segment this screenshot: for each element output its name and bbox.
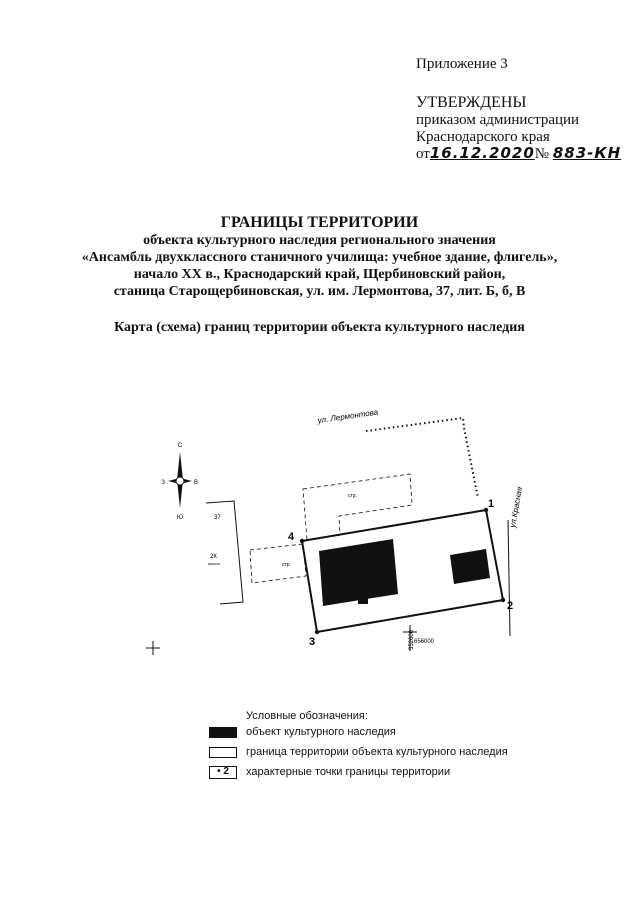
boundary-point-1-label: 1 <box>488 498 495 510</box>
legend-point-number: 2 <box>223 766 229 777</box>
order-label: приказом администрации <box>416 112 580 128</box>
boundary-point-3 <box>315 630 319 634</box>
territory-map <box>0 380 639 680</box>
boundary-point-4-label: 4 <box>288 531 295 543</box>
boundary-point-4 <box>300 539 304 543</box>
compass-rose-icon <box>161 443 198 521</box>
legend-label-heritage: объект культурного наследия <box>246 726 396 738</box>
region-label: Краснодарского края <box>416 129 550 145</box>
order-date-line <box>416 144 621 163</box>
legend-label-boundary: граница территории объекта культурного наследия <box>246 746 508 758</box>
compass-north: С <box>177 443 183 449</box>
legend-symbol-boundary <box>209 747 237 758</box>
plot-2k-label: 2К <box>210 554 217 560</box>
heritage-object-outbuilding <box>450 549 490 584</box>
order-date: 16.12.2020 <box>429 144 535 162</box>
auxiliary-building-left <box>250 544 306 583</box>
street-lermontova-label: ул. Лермонтова <box>317 407 379 425</box>
building-label-top: стр. <box>348 493 357 499</box>
neighbour-plot <box>206 501 243 604</box>
title-line-4: начало XX в., Краснодарский край, Щербиновский район, <box>133 267 506 282</box>
fence-line <box>366 418 478 498</box>
compass-west: З <box>161 480 165 486</box>
plot-37-label: 37 <box>214 515 221 521</box>
boundary-point-2-label: 2 <box>507 600 514 612</box>
legend-label-point: характерные точки границы территории <box>246 766 451 778</box>
plot-2k-sub-label: школа <box>208 561 220 566</box>
coord-x-label: 352600 <box>409 629 415 650</box>
title-line-5: станица Старощербиновская, ул. им. Лермонтова, 37, лит. Б, б, В <box>113 284 526 299</box>
boundary-point-3-label: 3 <box>309 636 316 648</box>
legend-symbol-point: • 2 <box>209 766 237 779</box>
coordinate-marker <box>403 625 435 651</box>
building-label-left: стр. <box>282 562 291 568</box>
approved-label: УТВЕРЖДЕНЫ <box>416 94 527 111</box>
compass-east: В <box>193 480 199 486</box>
title-line-2: объекта культурного наследия регионального значения <box>143 233 496 248</box>
map-title: Карта (схема) границ территории объекта культурного наследия <box>114 320 525 335</box>
heritage-object-porch <box>358 596 368 604</box>
street-line-right <box>508 520 510 636</box>
appendix-label: Приложение 3 <box>416 56 508 72</box>
compass-south: Ю <box>176 515 184 521</box>
legend-symbol-heritage <box>209 727 237 738</box>
boundary-point-2 <box>501 598 505 602</box>
coord-y-label: 656000 <box>414 639 435 645</box>
street-krasnaya-label: ул.Красная <box>508 486 525 529</box>
title-line-3: «Ансамбль двухклассного станичного училища: учебное здание, флигель», <box>81 250 558 265</box>
heritage-object-main <box>319 539 398 606</box>
order-number: 883-КН <box>552 144 622 162</box>
legend-title: Условные обозначения: <box>246 710 368 722</box>
auxiliary-building-top <box>303 474 412 540</box>
number-sign: № <box>534 146 550 162</box>
document-title: ГРАНИЦЫ ТЕРРИТОРИИ <box>220 214 419 231</box>
crosshair-icon <box>146 641 160 655</box>
from-prefix: от <box>416 146 430 162</box>
